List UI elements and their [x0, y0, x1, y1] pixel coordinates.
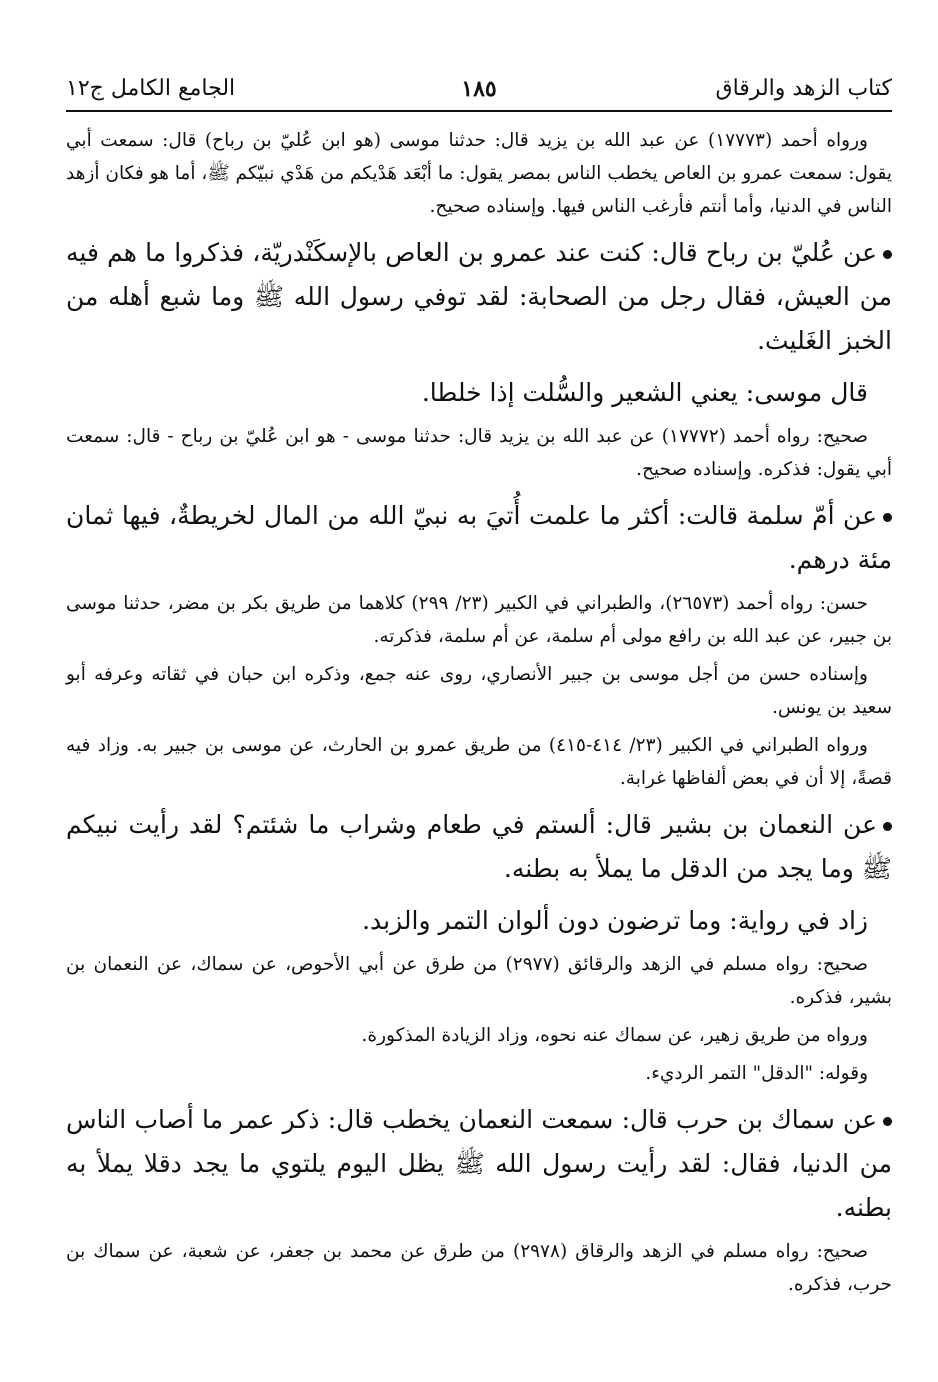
commentary-paragraph: وقوله: "الدقل" التمر الرديء. — [645, 1063, 868, 1084]
bullet-icon — [883, 250, 892, 259]
page-body — [66, 124, 892, 1301]
bullet-icon — [883, 1117, 892, 1126]
hadith-paragraph — [66, 803, 892, 891]
commentary-paragraph: صحيح: رواه مسلم في الزهد والرقائق (٢٩٧٧) من طرق عن أبي الأحوص، عن سماك، عن النعمان بن بشير، فذكره. — [66, 954, 892, 1008]
hadith-text: عن سماك بن حرب قال: سمعت النعمان يخطب قال: ذكر عمر ما أصاب الناس من الدنيا، فقال: لقد رأيت رسول الله ﷺ يظل اليوم يلتوي ما يجد دقلا يملأ به بطنه. — [66, 1105, 892, 1222]
commentary-paragraph: صحيح: رواه مسلم في الزهد والرقاق (٢٩٧٨) من طرق عن محمد بن جعفر، عن شعبة، عن سماك بن حرب، فذكره. — [66, 1241, 892, 1295]
volume-title: الجامع الكامل ج١٢ — [66, 76, 236, 101]
hadith-paragraph — [66, 494, 892, 582]
commentary-paragraph: صحيح: رواه أحمد (١٧٧٧٢) عن عبد الله بن يزيد قال: حدثنا موسى - هو ابن عُليّ بن رباح - قال: سمعت أبي يقول: فذكره. وإسناده صحيح. — [66, 426, 892, 480]
commentary-paragraph: ورواه أحمد (١٧٧٧٣) عن عبد الله بن يزيد قال: حدثنا موسى (هو ابن عُليّ بن رباح) قال: سمعت أبي يقول: سمعت عمرو بن العاص يخطب الناس بمصر يقول: ما أبْعَد هَدْيكم من هَدْي نبيّكم ﷺ، أما هو فكان أزهد الناس في الدنيا، وأما أنتم فأرغب الناس فيها. وإسناده صحيح. — [66, 130, 892, 217]
commentary-paragraph: وإسناده حسن من أجل موسى بن جبير الأنصاري، روى عنه جمع، وذكره ابن حبان في ثقاته وعرفه أبو سعيد بن يونس. — [66, 664, 892, 718]
narration-note: زاد في رواية: وما ترضون دون ألوان التمر والزبد. — [362, 906, 868, 935]
commentary-paragraph: حسن: رواه أحمد (٢٦٥٧٣)، والطبراني في الكبير (٢٣/ ٢٩٩) كلاهما من طريق بكر بن مضر، حدثنا موسى بن جبير، عن عبد الله بن رافع مولى أم سلمة، عن أم سلمة، فذكرته. — [66, 593, 892, 647]
hadith-text: عن عُليّ بن رباح قال: كنت عند عمرو بن العاص بالإسكَنْدريّة، فذكروا ما هم فيه من العيش، فقال رجل من الصحابة: لقد توفي رسول الله ﷺ وما شبع أهله من الخبز الغَليث. — [66, 238, 892, 355]
hadith-text: عن أمّ سلمة قالت: أكثر ما علمت أُتيَ به نبيّ الله من المال لخريطةٌ، فيها ثمان مئة درهم. — [66, 501, 892, 574]
bullet-icon — [883, 822, 892, 831]
page-header — [66, 64, 892, 112]
hadith-paragraph — [66, 1098, 892, 1230]
hadith-text: عن النعمان بن بشير قال: ألستم في طعام وشراب ما شئتم؟ لقد رأيت نبيكم ﷺ وما يجد من الدقل ما يملأ به بطنه. — [66, 810, 892, 883]
page-number: ١٨٥ — [461, 76, 497, 102]
hadith-paragraph — [66, 231, 892, 363]
narration-note: قال موسى: يعني الشعير والسُّلت إذا خلطا. — [421, 378, 868, 407]
commentary-paragraph: ورواه الطبراني في الكبير (٢٣/ ٤١٤-٤١٥) من طريق عمرو بن الحارث، عن موسى بن جبير به. وزاد فيه قصةً، إلا أن في بعض ألفاظها غرابة. — [66, 735, 892, 789]
bullet-icon — [883, 513, 892, 522]
book-title: كتاب الزهد والرقاق — [715, 76, 892, 101]
commentary-paragraph: ورواه من طريق زهير، عن سماك عنه نحوه، وزاد الزيادة المذكورة. — [361, 1025, 868, 1046]
